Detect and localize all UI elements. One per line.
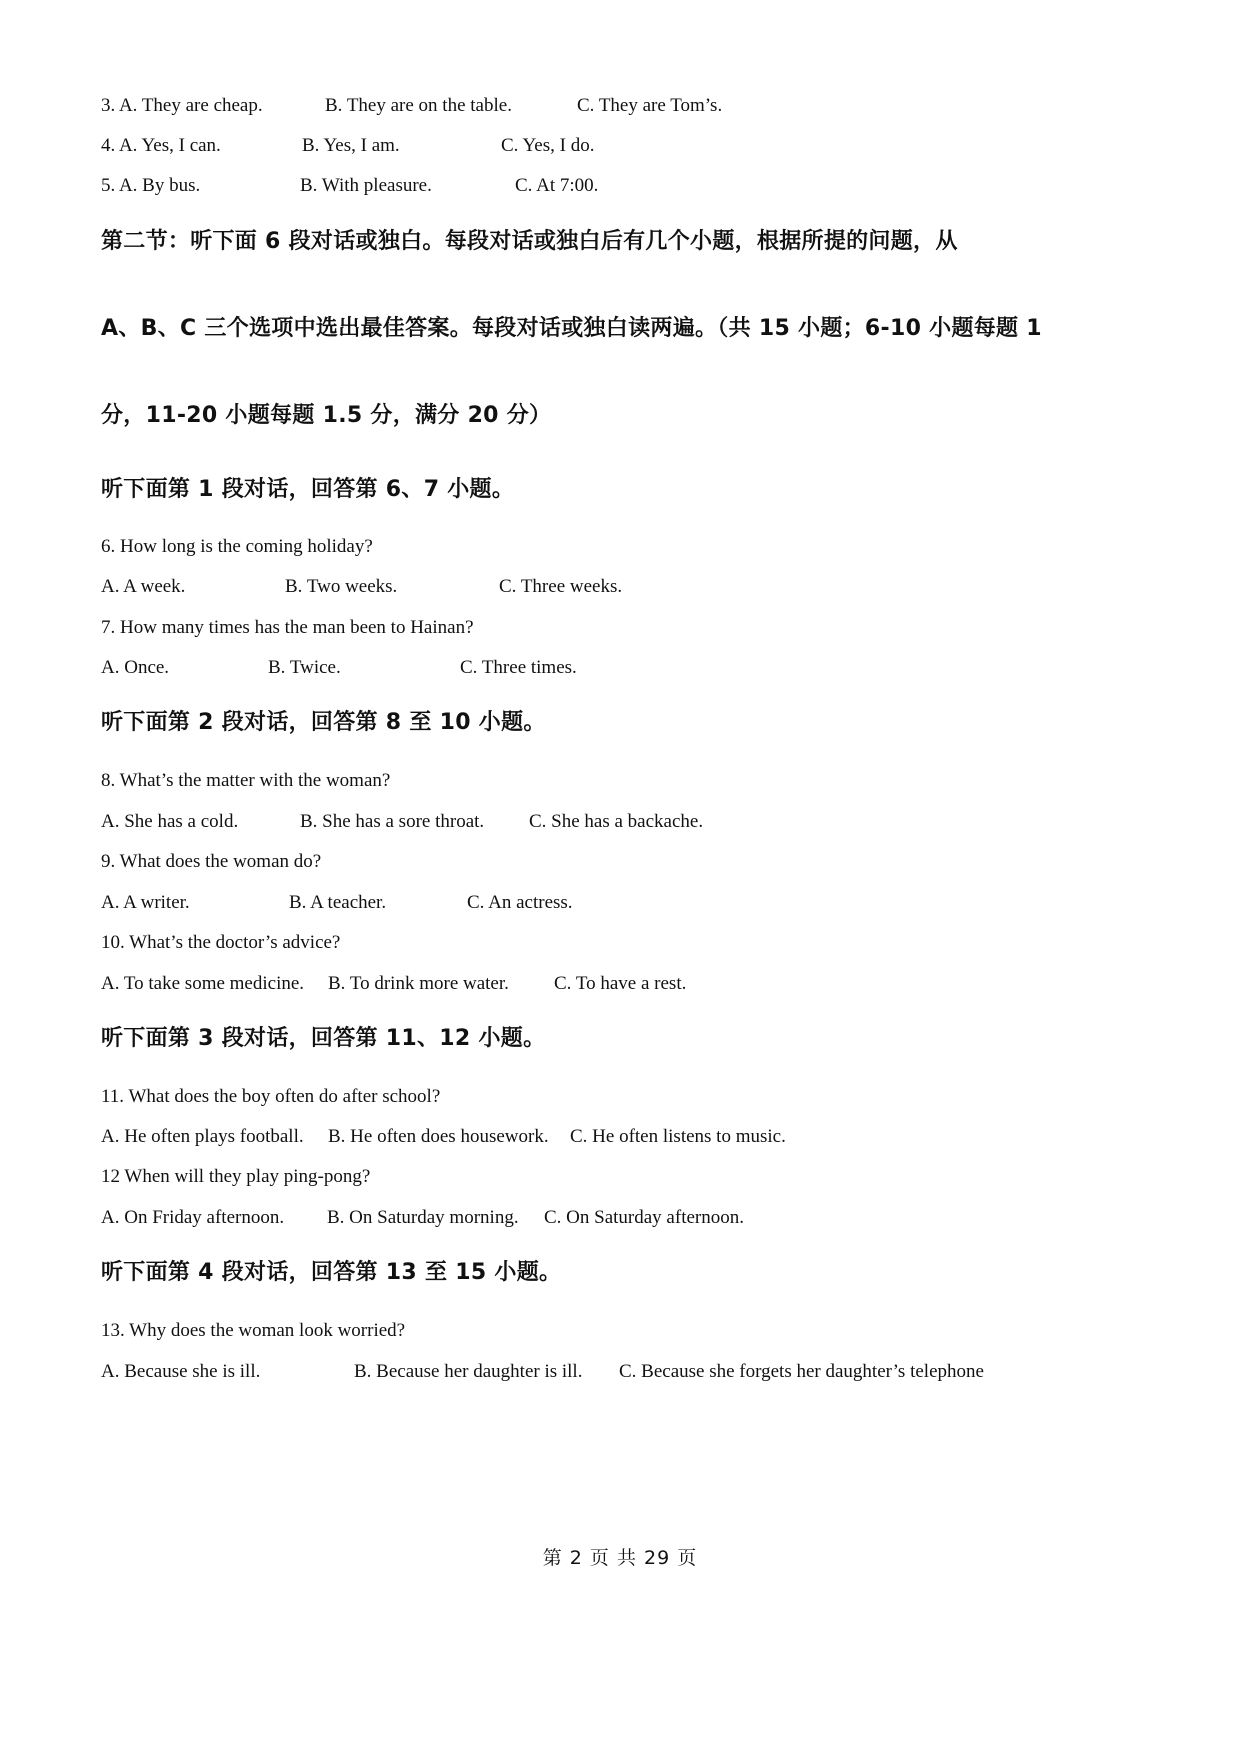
question-8-text: 8. What’s the matter with the woman? — [101, 770, 391, 791]
option-c: C. Yes, I do. — [501, 135, 595, 156]
question-13-text: 13. Why does the woman look worried? — [101, 1320, 406, 1341]
dialogue-1-heading: 听下面第 1 段对话，回答第 6、7 小题。 — [101, 477, 515, 502]
option-c: C. Because she forgets her daughter’s telephone — [619, 1361, 984, 1382]
option-a: A. Once. — [101, 657, 170, 678]
option-c: C. An actress. — [467, 892, 573, 913]
option-b: B. She has a sore throat. — [300, 811, 485, 832]
option-c: C. They are Tom’s. — [577, 95, 723, 116]
question-6-text: 6. How long is the coming holiday? — [101, 536, 373, 557]
option-b: B. Yes, I am. — [302, 135, 400, 156]
option-c: C. She has a backache. — [529, 811, 704, 832]
section2-instruction-line-3: 分，11-20 小题每题 1.5 分，满分 20 分） — [101, 403, 552, 428]
dialogue-2-heading: 听下面第 2 段对话，回答第 8 至 10 小题。 — [101, 710, 546, 735]
option-a: A. On Friday afternoon. — [101, 1207, 285, 1228]
option-c: C. Three times. — [460, 657, 577, 678]
option-b: B. On Saturday morning. — [327, 1207, 519, 1228]
option-a: A. A writer. — [101, 892, 190, 913]
option-b: B. Two weeks. — [285, 576, 398, 597]
option-c: C. He often listens to music. — [570, 1126, 786, 1147]
option-c: C. At 7:00. — [515, 175, 599, 196]
dialogue-3-heading: 听下面第 3 段对话，回答第 11、12 小题。 — [101, 1026, 546, 1051]
option-c: C. Three weeks. — [499, 576, 623, 597]
option-b: B. With pleasure. — [300, 175, 432, 196]
option-b: B. Twice. — [268, 657, 341, 678]
question-9-text: 9. What does the woman do? — [101, 851, 322, 872]
option-a: 5. A. By bus. — [101, 175, 201, 196]
option-b: B. A teacher. — [289, 892, 387, 913]
page-number-footer: 第 2 页 共 29 页 — [542, 1547, 698, 1569]
dialogue-4-heading: 听下面第 4 段对话，回答第 13 至 15 小题。 — [101, 1260, 562, 1285]
question-12-text: 12 When will they play ping-pong? — [101, 1166, 371, 1187]
option-b: B. He often does housework. — [328, 1126, 549, 1147]
option-b: B. Because her daughter is ill. — [354, 1361, 583, 1382]
option-a: A. She has a cold. — [101, 811, 239, 832]
option-a: 3. A. They are cheap. — [101, 95, 263, 116]
option-c: C. To have a rest. — [554, 973, 687, 994]
section2-instruction-line-1: 第二节：听下面 6 段对话或独白。每段对话或独白后有几个小题，根据所提的问题，从 — [101, 229, 958, 254]
option-b: B. They are on the table. — [325, 95, 512, 116]
option-a: A. He often plays football. — [101, 1126, 304, 1147]
option-a: A. To take some medicine. — [101, 973, 305, 994]
option-a: 4. A. Yes, I can. — [101, 135, 221, 156]
section2-instruction-line-2: A、B、C 三个选项中选出最佳答案。每段对话或独白读两遍。（共 15 小题；6-10 小题每题 1 — [101, 316, 1042, 341]
question-11-text: 11. What does the boy often do after school? — [101, 1086, 441, 1107]
option-b: B. To drink more water. — [328, 973, 509, 994]
question-7-text: 7. How many times has the man been to Hainan? — [101, 617, 474, 638]
option-c: C. On Saturday afternoon. — [544, 1207, 744, 1228]
question-10-text: 10. What’s the doctor’s advice? — [101, 932, 341, 953]
option-a: A. A week. — [101, 576, 186, 597]
option-a: A. Because she is ill. — [101, 1361, 261, 1382]
